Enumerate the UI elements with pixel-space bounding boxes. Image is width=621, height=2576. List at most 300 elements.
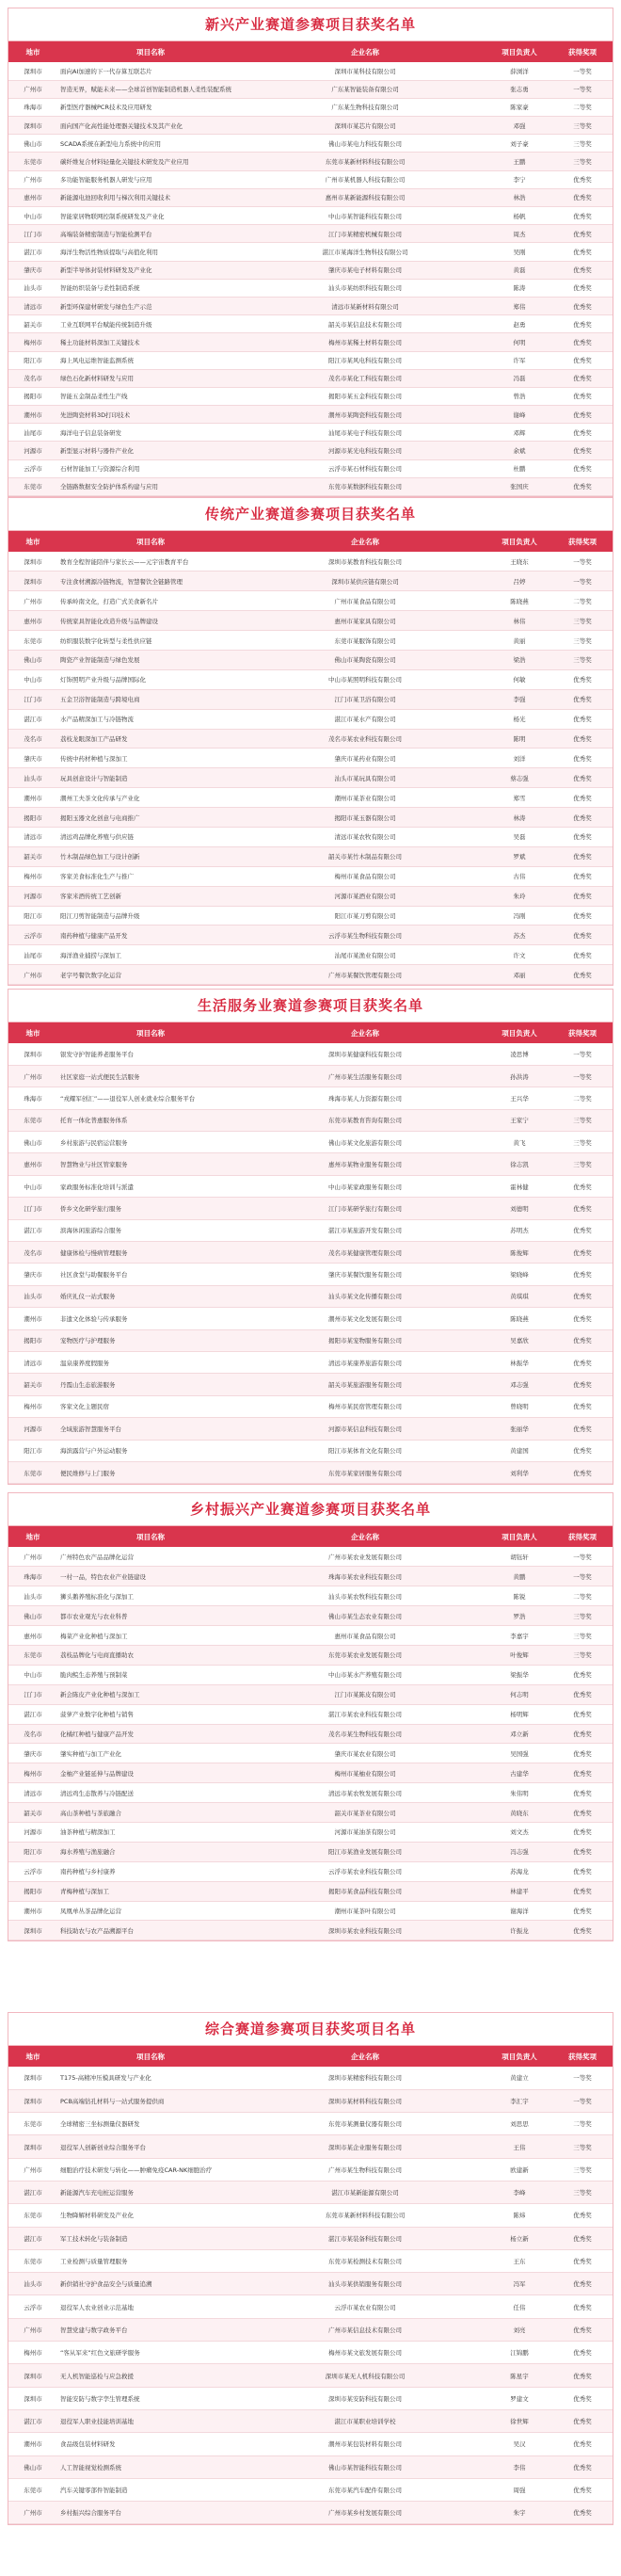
column-header: 获得奖项 bbox=[552, 531, 613, 552]
leader-cell: 王家宁 bbox=[486, 1109, 552, 1131]
project-name-cell: 无人机智能巡检与应急救援 bbox=[57, 2364, 244, 2387]
award-cell: 优秀奖 bbox=[552, 1461, 613, 1483]
company-name-cell: 佛山市某智能科技有限公司 bbox=[244, 2455, 486, 2478]
project-name-cell: 海洋渔业捕捞与深加工 bbox=[57, 945, 244, 965]
city-cell: 茂名市 bbox=[8, 369, 57, 387]
city-cell: 汕尾市 bbox=[8, 424, 57, 442]
leader-cell: 苏杰 bbox=[486, 926, 552, 945]
project-name-cell: 海洋生物活性物质提取与高值化利用 bbox=[57, 243, 244, 261]
company-name-cell: 广东某智能装备有限公司 bbox=[244, 80, 486, 98]
award-cell: 优秀奖 bbox=[552, 261, 613, 279]
company-name-cell: 惠州市某食品有限公司 bbox=[244, 1626, 486, 1646]
project-name-cell: 教育全程智能陪伴与家长云——元宇宙教育平台 bbox=[57, 552, 244, 572]
city-cell: 汕尾市 bbox=[8, 945, 57, 965]
leader-cell: 赵勇 bbox=[486, 315, 552, 333]
leader-cell: 梁晓峰 bbox=[486, 1264, 552, 1285]
table-row bbox=[8, 709, 613, 729]
leader-cell: 何明 bbox=[486, 333, 552, 351]
leader-cell: 邓志强 bbox=[486, 1374, 552, 1395]
award-cell: 优秀奖 bbox=[552, 2433, 613, 2455]
city-cell: 汕头市 bbox=[8, 768, 57, 788]
project-name-cell: 陶瓷产业智能制造与绿色发展 bbox=[57, 650, 244, 669]
table-row bbox=[8, 808, 613, 828]
leader-cell: 苏明杰 bbox=[486, 1219, 552, 1241]
city-cell: 广州市 bbox=[8, 1547, 57, 1567]
column-header: 企业名称 bbox=[244, 531, 486, 552]
company-name-cell: 佛山市某陶瓷有限公司 bbox=[244, 650, 486, 669]
city-cell: 佛山市 bbox=[8, 2455, 57, 2478]
leader-cell: 周杰 bbox=[486, 225, 552, 243]
award-cell: 一等奖 bbox=[552, 1043, 613, 1065]
city-cell: 惠州市 bbox=[8, 611, 57, 631]
award-cell: 三等奖 bbox=[552, 1132, 613, 1153]
company-name-cell: 惠州市某家具有限公司 bbox=[244, 611, 486, 631]
company-name-cell: 汕头市某玩具有限公司 bbox=[244, 768, 486, 788]
table-header-row bbox=[8, 41, 613, 62]
leader-cell: 林涛 bbox=[486, 808, 552, 828]
company-name-cell: 深圳市某供应链有限公司 bbox=[244, 572, 486, 591]
leader-cell: 吴磊 bbox=[486, 827, 552, 846]
leader-cell: 谢峰 bbox=[486, 406, 552, 424]
project-name-cell: 脆肉鲩生态养殖与预制菜 bbox=[57, 1665, 244, 1684]
project-name-cell: 婚庆礼仪一站式服务 bbox=[57, 1285, 244, 1307]
award-cell: 优秀奖 bbox=[552, 2478, 613, 2501]
project-name-cell: 先进陶瓷材料3D打印技术 bbox=[57, 406, 244, 424]
leader-cell: 何敏 bbox=[486, 669, 552, 689]
table-row bbox=[8, 1704, 613, 1724]
table-row bbox=[8, 552, 613, 572]
company-name-cell: 阳江市某刀剪有限公司 bbox=[244, 906, 486, 926]
table-row bbox=[8, 1109, 613, 1131]
award-cell: 优秀奖 bbox=[552, 729, 613, 749]
project-name-cell: 新会陈皮产业化种植与深加工 bbox=[57, 1684, 244, 1704]
table-row bbox=[8, 2455, 613, 2478]
award-cell: 优秀奖 bbox=[552, 1395, 613, 1417]
table-row bbox=[8, 945, 613, 965]
leader-cell: 杜鹏 bbox=[486, 459, 552, 477]
city-cell: 潮州市 bbox=[8, 788, 57, 808]
award-cell: 优秀奖 bbox=[552, 406, 613, 424]
city-cell: 潮州市 bbox=[8, 406, 57, 424]
project-name-cell: 新型半导体封装材料研发及产业化 bbox=[57, 261, 244, 279]
award-cell: 优秀奖 bbox=[552, 279, 613, 297]
project-name-cell: 竹木制品绿色加工与设计创新 bbox=[57, 846, 244, 866]
award-cell: 优秀奖 bbox=[552, 188, 613, 206]
award-cell: 优秀奖 bbox=[552, 846, 613, 866]
company-name-cell: 深圳市某农业科技有限公司 bbox=[244, 1921, 486, 1940]
city-cell: 东莞市 bbox=[8, 2249, 57, 2272]
leader-cell: 朱玲 bbox=[486, 886, 552, 906]
award-cell: 优秀奖 bbox=[552, 886, 613, 906]
leader-cell: 徐志凯 bbox=[486, 1153, 552, 1175]
city-cell: 珠海市 bbox=[8, 1567, 57, 1586]
table-header-row bbox=[8, 531, 613, 552]
project-name-cell: 金柚产业链延伸与品牌建设 bbox=[57, 1763, 244, 1783]
leader-cell: 胡钰轩 bbox=[486, 1547, 552, 1567]
leader-cell: 李宁 bbox=[486, 170, 552, 188]
table-row bbox=[8, 1087, 613, 1109]
city-cell: 东莞市 bbox=[8, 631, 57, 651]
column-header: 获得奖项 bbox=[552, 1526, 613, 1547]
leader-cell: 许振龙 bbox=[486, 1921, 552, 1940]
column-header: 项目负责人 bbox=[486, 1022, 552, 1043]
company-name-cell: 东莞市某教育咨询有限公司 bbox=[244, 1109, 486, 1131]
city-cell: 深圳市 bbox=[8, 2135, 57, 2158]
table-row bbox=[8, 2273, 613, 2295]
table-row bbox=[8, 886, 613, 906]
leader-cell: 郑伟 bbox=[486, 297, 552, 314]
leader-cell: 杨立新 bbox=[486, 2227, 552, 2249]
award-cell: 三等奖 bbox=[552, 1645, 613, 1665]
city-cell: 河源市 bbox=[8, 1822, 57, 1842]
city-cell: 惠州市 bbox=[8, 1153, 57, 1175]
award-cell: 优秀奖 bbox=[552, 1242, 613, 1264]
leader-cell: 林浩 bbox=[486, 188, 552, 206]
project-name-cell: 稀土功能材料深加工关键技术 bbox=[57, 333, 244, 351]
leader-cell: 黄磊 bbox=[486, 261, 552, 279]
project-name-cell: 传统家具智能化改造升级与品牌建设 bbox=[57, 611, 244, 631]
award-cell: 三等奖 bbox=[552, 1626, 613, 1646]
company-name-cell: 广东某生物科技有限公司 bbox=[244, 98, 486, 116]
award-cell: 三等奖 bbox=[552, 2135, 613, 2158]
city-cell: 中山市 bbox=[8, 1665, 57, 1684]
project-name-cell: 工业互联网平台赋能传统制造升级 bbox=[57, 315, 244, 333]
award-cell: 优秀奖 bbox=[552, 1175, 613, 1197]
city-cell: 阳江市 bbox=[8, 351, 57, 369]
company-name-cell: 肇庆市某农业有限公司 bbox=[244, 1744, 486, 1763]
city-cell: 江门市 bbox=[8, 1198, 57, 1219]
company-name-cell: 江门市某研学旅行有限公司 bbox=[244, 1198, 486, 1219]
city-cell: 深圳市 bbox=[8, 117, 57, 135]
award-cell: 优秀奖 bbox=[552, 1684, 613, 1704]
company-name-cell: 中山市某家政服务有限公司 bbox=[244, 1175, 486, 1197]
table-row bbox=[8, 846, 613, 866]
company-name-cell: 潮州市某文化发展有限公司 bbox=[244, 1308, 486, 1329]
table-row bbox=[8, 459, 613, 477]
table-row bbox=[8, 2433, 613, 2455]
leader-cell: 欧建新 bbox=[486, 2158, 552, 2181]
column-header: 获得奖项 bbox=[552, 41, 613, 62]
award-cell: 一等奖 bbox=[552, 1065, 613, 1087]
award-cell: 优秀奖 bbox=[552, 768, 613, 788]
leader-cell: 余斌 bbox=[486, 442, 552, 459]
column-header: 项目负责人 bbox=[486, 2046, 552, 2067]
city-cell: 江门市 bbox=[8, 225, 57, 243]
city-cell: 珠海市 bbox=[8, 1087, 57, 1109]
leader-cell: 陈涛 bbox=[486, 279, 552, 297]
city-cell: 清远市 bbox=[8, 297, 57, 314]
table-row bbox=[8, 1198, 613, 1219]
city-cell: 深圳市 bbox=[8, 572, 57, 591]
city-cell: 潮州市 bbox=[8, 1901, 57, 1921]
table-row bbox=[8, 406, 613, 424]
city-cell: 韶关市 bbox=[8, 1803, 57, 1823]
company-name-cell: 广州市某机器人科技有限公司 bbox=[244, 170, 486, 188]
company-name-cell: 深圳市某精密科技有限公司 bbox=[244, 2067, 486, 2089]
award-cell: 一等奖 bbox=[552, 62, 613, 80]
leader-cell: 罗斌 bbox=[486, 846, 552, 866]
company-name-cell: 佛山市某文化旅游有限公司 bbox=[244, 1132, 486, 1153]
project-name-cell: 新型环保建材研发与绿色生产示范 bbox=[57, 297, 244, 314]
project-name-cell: 都市农业观光与农业科普 bbox=[57, 1606, 244, 1626]
city-cell: 江门市 bbox=[8, 1684, 57, 1704]
award-cell: 优秀奖 bbox=[552, 2227, 613, 2249]
leader-cell: 李汇宇 bbox=[486, 2089, 552, 2112]
column-header: 获得奖项 bbox=[552, 2046, 613, 2067]
section-title: 综合赛道参赛项目获奖项目名单 bbox=[8, 2013, 613, 2046]
company-name-cell: 珠海市某农业科技有限公司 bbox=[244, 1567, 486, 1586]
project-name-cell: 清远鸡生态散养与冷链配送 bbox=[57, 1783, 244, 1803]
company-name-cell: 惠州市某新能源科技有限公司 bbox=[244, 188, 486, 206]
award-cell: 优秀奖 bbox=[552, 827, 613, 846]
company-name-cell: 东莞市某新材料科技有限公司 bbox=[244, 2204, 486, 2227]
city-cell: 揭阳市 bbox=[8, 1329, 57, 1351]
award-cell: 优秀奖 bbox=[552, 2502, 613, 2524]
company-name-cell: 汕头市某文化传播有限公司 bbox=[244, 1285, 486, 1307]
table-row bbox=[8, 2089, 613, 2112]
leader-cell: 冯军 bbox=[486, 2273, 552, 2295]
table-row bbox=[8, 1822, 613, 1842]
table-row bbox=[8, 1724, 613, 1744]
company-name-cell: 云浮市某石材科技有限公司 bbox=[244, 459, 486, 477]
company-name-cell: 肇庆市某药业有限公司 bbox=[244, 749, 486, 768]
leader-cell: 罗建文 bbox=[486, 2387, 552, 2409]
leader-cell: 刘子豪 bbox=[486, 135, 552, 153]
award-cell: 二等奖 bbox=[552, 1087, 613, 1109]
city-cell: 深圳市 bbox=[8, 552, 57, 572]
table-row bbox=[8, 243, 613, 261]
table-row bbox=[8, 827, 613, 846]
award-section bbox=[8, 8, 613, 497]
company-name-cell: 惠州市某物业服务有限公司 bbox=[244, 1153, 486, 1175]
award-cell: 优秀奖 bbox=[552, 689, 613, 709]
project-name-cell: 便民维修与上门服务 bbox=[57, 1461, 244, 1483]
leader-cell: 张丽华 bbox=[486, 1418, 552, 1440]
table-row bbox=[8, 170, 613, 188]
project-name-cell: 海水养殖与渔旅融合 bbox=[57, 1842, 244, 1861]
award-cell: 优秀奖 bbox=[552, 333, 613, 351]
company-name-cell: 深圳市某无人机科技有限公司 bbox=[244, 2364, 486, 2387]
section-title: 乡村振兴产业赛道参赛项目获奖名单 bbox=[8, 1493, 613, 1526]
leader-cell: 张国庆 bbox=[486, 477, 552, 495]
project-name-cell: 智慧党建与数字政务平台 bbox=[57, 2318, 244, 2341]
award-cell: 三等奖 bbox=[552, 153, 613, 170]
city-cell: 东莞市 bbox=[8, 2478, 57, 2501]
award-cell: 二等奖 bbox=[552, 2113, 613, 2135]
project-name-cell: 石材智能加工与资源综合利用 bbox=[57, 459, 244, 477]
leader-cell: 黄建立 bbox=[486, 2067, 552, 2089]
company-name-cell: 深圳市某安防科技有限公司 bbox=[244, 2387, 486, 2409]
table-row bbox=[8, 279, 613, 297]
award-cell: 优秀奖 bbox=[552, 1783, 613, 1803]
project-name-cell: 温泉康养度假服务 bbox=[57, 1351, 244, 1373]
table-row bbox=[8, 1586, 613, 1606]
leader-cell: 黄建国 bbox=[486, 1440, 552, 1461]
table-row bbox=[8, 1219, 613, 1241]
company-name-cell: 广州市某食品有限公司 bbox=[244, 591, 486, 611]
company-name-cell: 广州市某信息技术有限公司 bbox=[244, 2318, 486, 2341]
table-row bbox=[8, 1043, 613, 1065]
table-row bbox=[8, 261, 613, 279]
section-title: 生活服务业赛道参赛项目获奖名单 bbox=[8, 990, 613, 1022]
leader-cell: 古伟 bbox=[486, 866, 552, 886]
company-name-cell: 湛江市某装备科技有限公司 bbox=[244, 2227, 486, 2249]
leader-cell: 邓丽 bbox=[486, 965, 552, 985]
project-name-cell: 潮州工夫茶文化传承与产业化 bbox=[57, 788, 244, 808]
award-cell: 三等奖 bbox=[552, 2158, 613, 2181]
table-row bbox=[8, 906, 613, 926]
table-row bbox=[8, 1744, 613, 1763]
project-name-cell: 退役军人农业创业示范基地 bbox=[57, 2295, 244, 2318]
leader-cell: 陈星宇 bbox=[486, 2364, 552, 2387]
column-header: 地市 bbox=[8, 1022, 57, 1043]
leader-cell: 黄琪琪 bbox=[486, 1285, 552, 1307]
city-cell: 深圳市 bbox=[8, 2067, 57, 2089]
column-header: 地市 bbox=[8, 1526, 57, 1547]
column-header: 地市 bbox=[8, 531, 57, 552]
city-cell: 中山市 bbox=[8, 669, 57, 689]
table-row bbox=[8, 369, 613, 387]
table-row bbox=[8, 689, 613, 709]
company-name-cell: 东莞市某检测技术有限公司 bbox=[244, 2249, 486, 2272]
project-name-cell: 乡村旅游与民宿运营服务 bbox=[57, 1132, 244, 1153]
project-name-cell: 滨海休闲旅游综合服务 bbox=[57, 1219, 244, 1241]
table-row bbox=[8, 477, 613, 495]
project-name-cell: 新型显示材料与器件产业化 bbox=[57, 442, 244, 459]
leader-cell: 刘德明 bbox=[486, 1198, 552, 1219]
city-cell: 梅州市 bbox=[8, 1763, 57, 1783]
company-name-cell: 佛山市某生态农业有限公司 bbox=[244, 1606, 486, 1626]
company-name-cell: 湛江市某海洋生物科技有限公司 bbox=[244, 243, 486, 261]
award-cell: 优秀奖 bbox=[552, 442, 613, 459]
project-name-cell: 工业检测与质量管理服务 bbox=[57, 2249, 244, 2272]
company-name-cell: 清远市某农牧发展有限公司 bbox=[244, 1783, 486, 1803]
award-cell: 一等奖 bbox=[552, 2067, 613, 2089]
company-name-cell: 阳江市某风电科技有限公司 bbox=[244, 351, 486, 369]
project-name-cell: 社区食堂与助餐服务平台 bbox=[57, 1264, 244, 1285]
award-cell: 优秀奖 bbox=[552, 669, 613, 689]
leader-cell: 苏海龙 bbox=[486, 1861, 552, 1881]
leader-cell: 陈晓燕 bbox=[486, 1308, 552, 1329]
city-cell: 佛山市 bbox=[8, 1606, 57, 1626]
column-header: 获得奖项 bbox=[552, 1022, 613, 1043]
project-name-cell: 五金卫浴智能制造与跨境电商 bbox=[57, 689, 244, 709]
award-cell: 优秀奖 bbox=[552, 1822, 613, 1842]
company-name-cell: 河源市某光电科技有限公司 bbox=[244, 442, 486, 459]
award-cell: 三等奖 bbox=[552, 117, 613, 135]
leader-cell: 黄晓东 bbox=[486, 1803, 552, 1823]
company-name-cell: 汕头市某农牧科技有限公司 bbox=[244, 1586, 486, 1606]
leader-cell: 曾晓明 bbox=[486, 1395, 552, 1417]
table-header-row bbox=[8, 2046, 613, 2067]
award-cell: 优秀奖 bbox=[552, 369, 613, 387]
leader-cell: 林振华 bbox=[486, 1351, 552, 1373]
leader-cell: 古建华 bbox=[486, 1763, 552, 1783]
table-header-row bbox=[8, 1022, 613, 1043]
company-name-cell: 汕头市某供销服务有限公司 bbox=[244, 2273, 486, 2295]
award-cell: 三等奖 bbox=[552, 1153, 613, 1175]
city-cell: 广州市 bbox=[8, 2158, 57, 2181]
city-cell: 云浮市 bbox=[8, 459, 57, 477]
company-name-cell: 广州市某乡村发展有限公司 bbox=[244, 2502, 486, 2524]
project-name-cell: 汽车关键零部件智能制造 bbox=[57, 2478, 244, 2501]
project-name-cell: 肇实种植与加工产业化 bbox=[57, 1744, 244, 1763]
award-cell: 优秀奖 bbox=[552, 243, 613, 261]
company-name-cell: 梅州市某稀土材料有限公司 bbox=[244, 333, 486, 351]
city-cell: 广州市 bbox=[8, 591, 57, 611]
city-cell: 肇庆市 bbox=[8, 1264, 57, 1285]
leader-cell: 吴国强 bbox=[486, 1744, 552, 1763]
project-name-cell: 退役军人职业技能培训基地 bbox=[57, 2409, 244, 2432]
table-row bbox=[8, 1665, 613, 1684]
award-cell: 优秀奖 bbox=[552, 387, 613, 405]
company-name-cell: 湛江市某水产有限公司 bbox=[244, 709, 486, 729]
table-row bbox=[8, 1547, 613, 1567]
table-row bbox=[8, 591, 613, 611]
project-name-cell: 托育一体化普惠服务体系 bbox=[57, 1109, 244, 1131]
leader-cell: 刘文杰 bbox=[486, 1822, 552, 1842]
project-name-cell: 新供销社守护食品安全与质量追溯 bbox=[57, 2273, 244, 2295]
project-name-cell: 高山茶种植与茶旅融合 bbox=[57, 1803, 244, 1823]
company-name-cell: 江门市某卫浴有限公司 bbox=[244, 689, 486, 709]
company-name-cell: 梅州市某文旅发展有限公司 bbox=[244, 2342, 486, 2364]
award-table bbox=[8, 531, 613, 985]
project-name-cell: 智能安防与数字孪生管理系统 bbox=[57, 2387, 244, 2409]
leader-cell: 叶俊辉 bbox=[486, 1645, 552, 1665]
table-row bbox=[8, 1461, 613, 1483]
city-cell: 茂名市 bbox=[8, 729, 57, 749]
project-name-cell: 面向AI加速的下一代存算互联芯片 bbox=[57, 62, 244, 80]
leader-cell: 邓强 bbox=[486, 117, 552, 135]
city-cell: 中山市 bbox=[8, 1175, 57, 1197]
award-cell: 优秀奖 bbox=[552, 1861, 613, 1881]
company-name-cell: 深圳市某科技有限公司 bbox=[244, 62, 486, 80]
project-name-cell: 人工智能视觉检测系统 bbox=[57, 2455, 244, 2478]
award-cell: 优秀奖 bbox=[552, 1198, 613, 1219]
company-name-cell: 清远市某农牧有限公司 bbox=[244, 827, 486, 846]
table-row bbox=[8, 1763, 613, 1783]
city-cell: 湛江市 bbox=[8, 2409, 57, 2432]
table-row bbox=[8, 207, 613, 225]
award-cell: 优秀奖 bbox=[552, 709, 613, 729]
leader-cell: 薛浏洋 bbox=[486, 62, 552, 80]
award-cell: 一等奖 bbox=[552, 1547, 613, 1567]
award-cell: 优秀奖 bbox=[552, 297, 613, 314]
project-name-cell: 退役军人创新创业综合服务平台 bbox=[57, 2135, 244, 2158]
company-name-cell: 广州市某餐饮管理有限公司 bbox=[244, 965, 486, 985]
table-header-row bbox=[8, 1526, 613, 1547]
award-cell: 优秀奖 bbox=[552, 1763, 613, 1783]
award-cell: 优秀奖 bbox=[552, 477, 613, 495]
leader-cell: 李强 bbox=[486, 689, 552, 709]
city-cell: 广州市 bbox=[8, 2502, 57, 2524]
award-cell: 优秀奖 bbox=[552, 1374, 613, 1395]
project-name-cell: “戎耀军创汇”——退役军人创业就业综合服务平台 bbox=[57, 1087, 244, 1109]
table-row bbox=[8, 1242, 613, 1264]
city-cell: 韶关市 bbox=[8, 315, 57, 333]
leader-cell: 刘思思 bbox=[486, 2113, 552, 2135]
company-name-cell: 佛山市某电力科技有限公司 bbox=[244, 135, 486, 153]
award-cell: 优秀奖 bbox=[552, 1308, 613, 1329]
city-cell: 阳江市 bbox=[8, 906, 57, 926]
project-name-cell: 客家美食标准化生产与推广 bbox=[57, 866, 244, 886]
company-name-cell: 河源市某酒业有限公司 bbox=[244, 886, 486, 906]
company-name-cell: 潮州市某包装材料有限公司 bbox=[244, 2433, 486, 2455]
company-name-cell: 云浮市某农业有限公司 bbox=[244, 2295, 486, 2318]
project-name-cell: 玩具创意设计与智能制造 bbox=[57, 768, 244, 788]
company-name-cell: 湛江市某旅游开发有限公司 bbox=[244, 1219, 486, 1241]
company-name-cell: 东莞市某新材料科技有限公司 bbox=[244, 153, 486, 170]
